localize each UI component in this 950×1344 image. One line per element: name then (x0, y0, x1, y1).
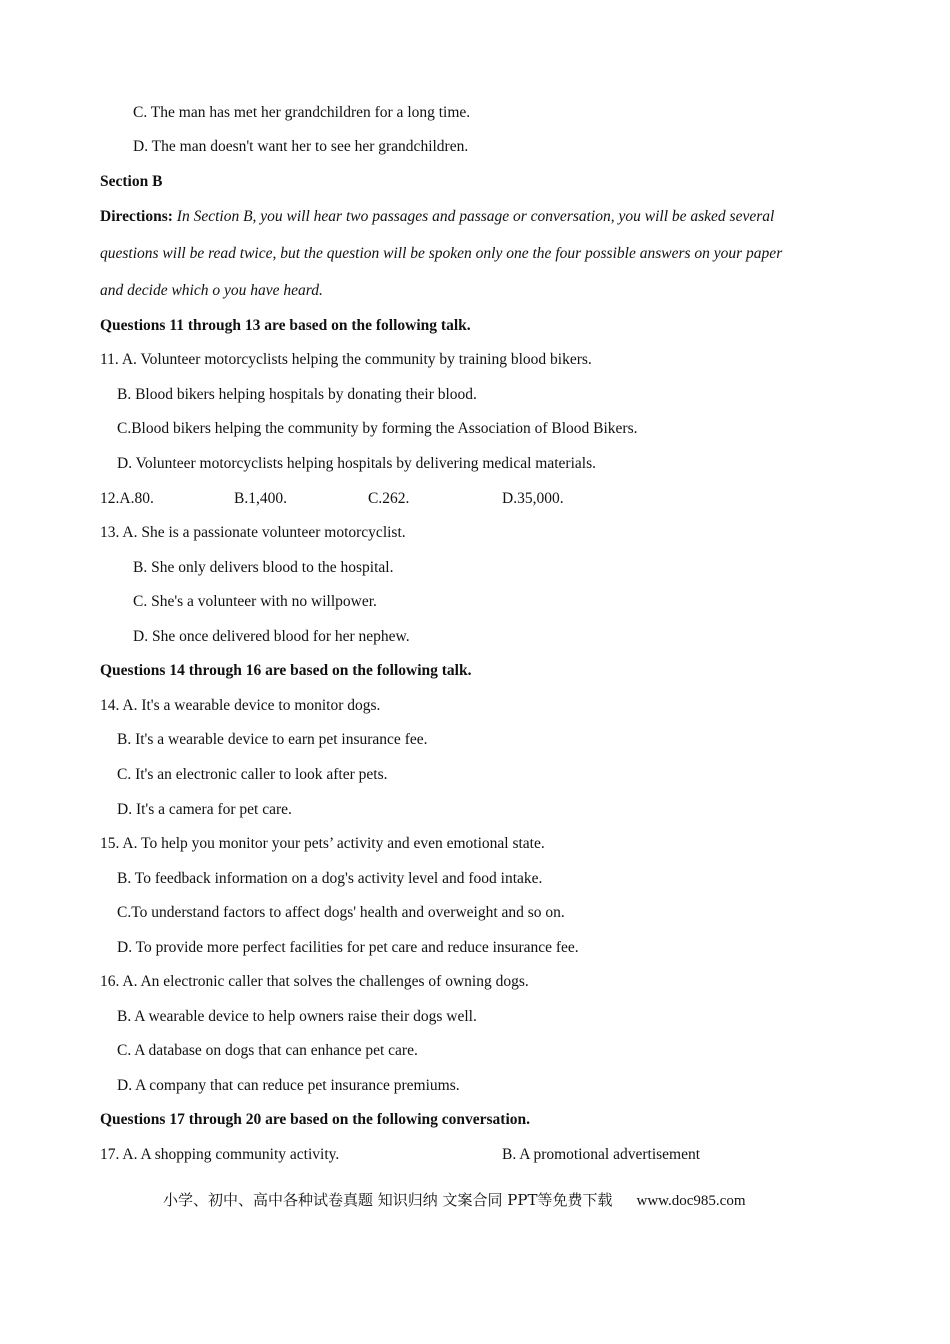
footer-url[interactable]: www.doc985.com (636, 1193, 746, 1209)
q17-option-a: 17. A. A shopping community activity. (100, 1146, 340, 1163)
q12-option-d: D.35,000. (502, 490, 564, 507)
q17-option-b: B. A promotional advertisement (502, 1146, 701, 1163)
q15-option-c: C.To understand factors to affect dogs' health and overweight and so on. (117, 904, 565, 921)
group-heading-11-13: Questions 11 through 13 are based on the following talk. (100, 317, 471, 334)
q11-option-c: C.Blood bikers helping the community by forming the Association of Blood Bikers. (117, 420, 638, 437)
q16-option-c: C. A database on dogs that can enhance pet care. (117, 1042, 418, 1059)
q13-option-d: D. She once delivered blood for her nephew. (133, 628, 410, 645)
group-heading-17-20: Questions 17 through 20 are based on the following conversation. (100, 1111, 531, 1128)
q14-option-d: D. It's a camera for pet care. (117, 801, 292, 818)
directions-line-1 (100, 207, 774, 227)
q14-option-c: C. It's an electronic caller to look after pets. (117, 766, 388, 783)
directions-label: Directions: (100, 208, 173, 225)
q16-option-a: 16. A. An electronic caller that solves the challenges of owning dogs. (100, 973, 529, 990)
q11-option-a: 11. A. Volunteer motorcyclists helping the community by training blood bikers. (100, 351, 592, 368)
q14-option-b: B. It's a wearable device to earn pet insurance fee. (117, 731, 428, 748)
directions-line-3: and decide which o you have heard. (100, 282, 323, 299)
footer-text: 小学、初中、高中各种试卷真题 知识归纳 文案合同 PPT等免费下载 (163, 1191, 613, 1209)
q11-option-b: B. Blood bikers helping hospitals by donating their blood. (117, 386, 477, 403)
group-heading-14-16: Questions 14 through 16 are based on the following talk. (100, 662, 472, 679)
q10-option-d: D. The man doesn't want her to see her grandchildren. (133, 138, 469, 155)
q15-option-a: 15. A. To help you monitor your pets’ activity and even emotional state. (100, 835, 545, 852)
q11-option-d: D. Volunteer motorcyclists helping hospitals by delivering medical materials. (117, 455, 596, 472)
directions-line-2: questions will be read twice, but the question will be spoken only one the four possible answers on your paper (100, 245, 783, 262)
directions-text-1: In Section B, you will hear two passages and passage or conversation, you will be asked several (176, 208, 775, 225)
q10-option-c: C. The man has met her grandchildren for a long time. (133, 104, 471, 121)
page-footer (163, 1190, 746, 1211)
q13-option-b: B. She only delivers blood to the hospital. (133, 559, 394, 576)
q15-option-d: D. To provide more perfect facilities for pet care and reduce insurance fee. (117, 939, 579, 956)
section-title: Section B (100, 173, 163, 190)
q13-option-c: C. She's a volunteer with no willpower. (133, 593, 377, 610)
q14-option-a: 14. A. It's a wearable device to monitor dogs. (100, 697, 381, 714)
q12-option-a: 12.A.80. (100, 490, 154, 507)
q12-option-b: B.1,400. (234, 490, 287, 507)
q13-option-a: 13. A. She is a passionate volunteer motorcyclist. (100, 524, 406, 541)
q15-option-b: B. To feedback information on a dog's activity level and food intake. (117, 870, 543, 887)
q16-option-d: D. A company that can reduce pet insurance premiums. (117, 1077, 460, 1094)
q12-option-c: C.262. (368, 490, 410, 507)
q16-option-b: B. A wearable device to help owners raise their dogs well. (117, 1008, 477, 1025)
